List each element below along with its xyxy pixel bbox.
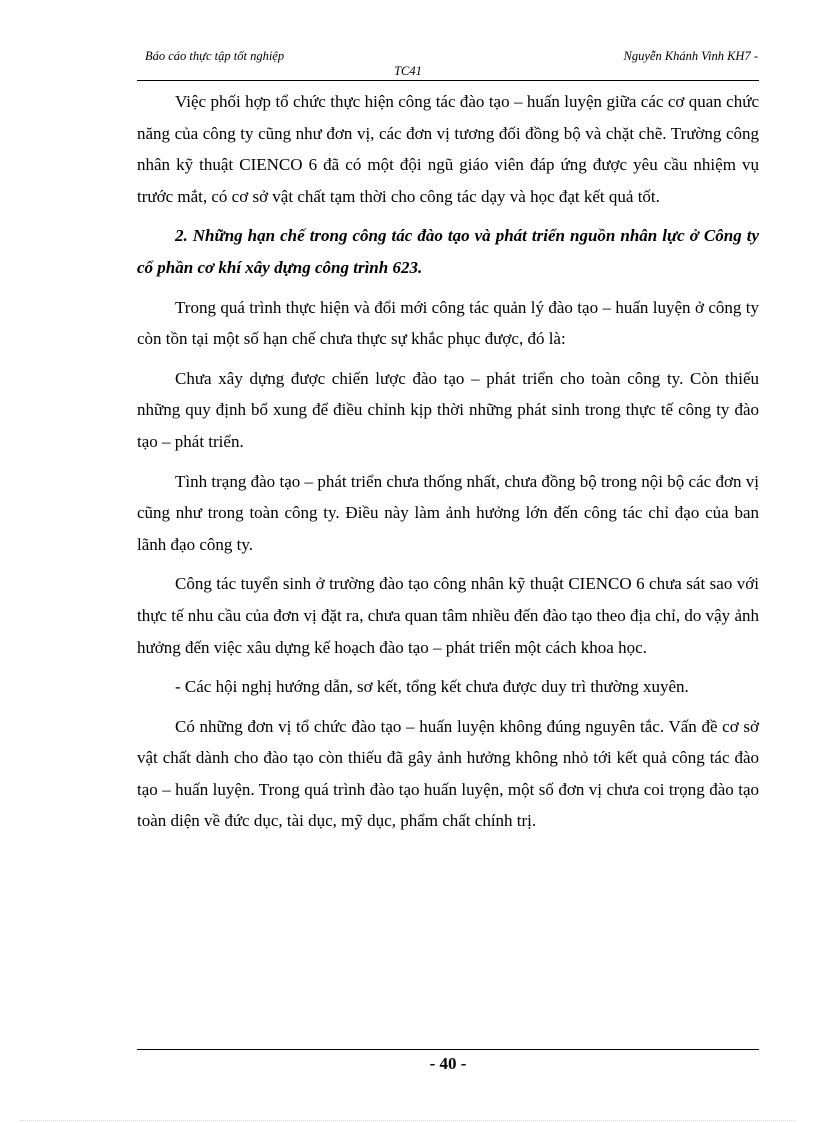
- paragraph-limitations-intro: Trong quá trình thực hiện và đổi mới công tác quản lý đào tạo – huấn luyện ở công ty còn tồn tại một số hạn chế chưa thực sự khắc phục được, đó là:: [137, 297, 759, 349]
- paragraph-coordination: Việc phối hợp tổ chức thực hiện công tác đào tạo – huấn luyện giữa các cơ quan chức năng của công ty cũng như đơn vị, các đơn vị tương đối đồng bộ và chặt chẽ. Trường công nhân kỹ thuật CIENCO 6 đã có một đội ngũ giáo viên đáp ứng được yêu cầu nhiệm vụ trước mắt, có cơ sở vật chất tạm thời cho công tác dạy và học đạt kết quả tốt.: [137, 92, 759, 206]
- paragraph-enrollment: Công tác tuyển sinh ở trường đào tạo công nhân kỹ thuật CIENCO 6 chưa sát sao với thực tế nhu cầu của đơn vị đặt ra, chưa quan tâm nhiều đến đào tạo theo địa chỉ, do vậy ảnh hưởng đến việc xâu dựng kế hoạch đào tạo – phát triển một cách khoa học.: [137, 574, 759, 657]
- paragraph-inconsistency: Tình trạng đào tạo – phát triển chưa thống nhất, chưa đồng bộ trong nội bộ các đơn vị cũng như trong toàn công ty. Điều này làm ảnh hưởng lớn đến công tác chỉ đạo của ban lãnh đạo công ty.: [137, 471, 759, 554]
- document-body: [137, 86, 759, 845]
- paragraph-conferences: - Các hội nghị hướng dẫn, sơ kết, tổng kết chưa được duy trì thường xuyên.: [175, 677, 689, 697]
- section-heading-limitations: 2. Những hạn chế trong công tác đào tạo và phát triển nguồn nhân lực ở Công ty cổ phần cơ khí xây dựng công trình 623.: [137, 226, 759, 277]
- page-edge-divider: [20, 1120, 796, 1121]
- paragraph-strategy: Chưa xây dựng được chiến lược đào tạo – phát triển cho toàn công ty. Còn thiếu những quy định bổ xung để điều chỉnh kịp thời những phát sinh trong thực tế công ty đào tạo – phát triển.: [137, 368, 759, 451]
- header-report-title: Báo cáo thực tập tốt nghiệp: [145, 49, 285, 63]
- header-class-code: TC41: [394, 64, 422, 78]
- footer-divider: [137, 1049, 759, 1050]
- paragraph-units: Có những đơn vị tổ chức đào tạo – huấn luyện không đúng nguyên tắc. Vấn đề cơ sở vật chất dành cho đào tạo còn thiếu đã gây ảnh hưởng không nhỏ tới kết quả công tác đào tạo – huấn luyện. Trong quá trình đào tạo huấn luyện, một số đơn vị chưa coi trọng đào tạo toàn diện về đức dục, tài dục, mỹ dục, phẩm chất chính trị.: [137, 716, 759, 831]
- header-author: Nguyễn Khánh Vinh KH7 -: [623, 49, 758, 63]
- page-number: - 40 -: [429, 1054, 467, 1073]
- header-divider: [137, 80, 759, 81]
